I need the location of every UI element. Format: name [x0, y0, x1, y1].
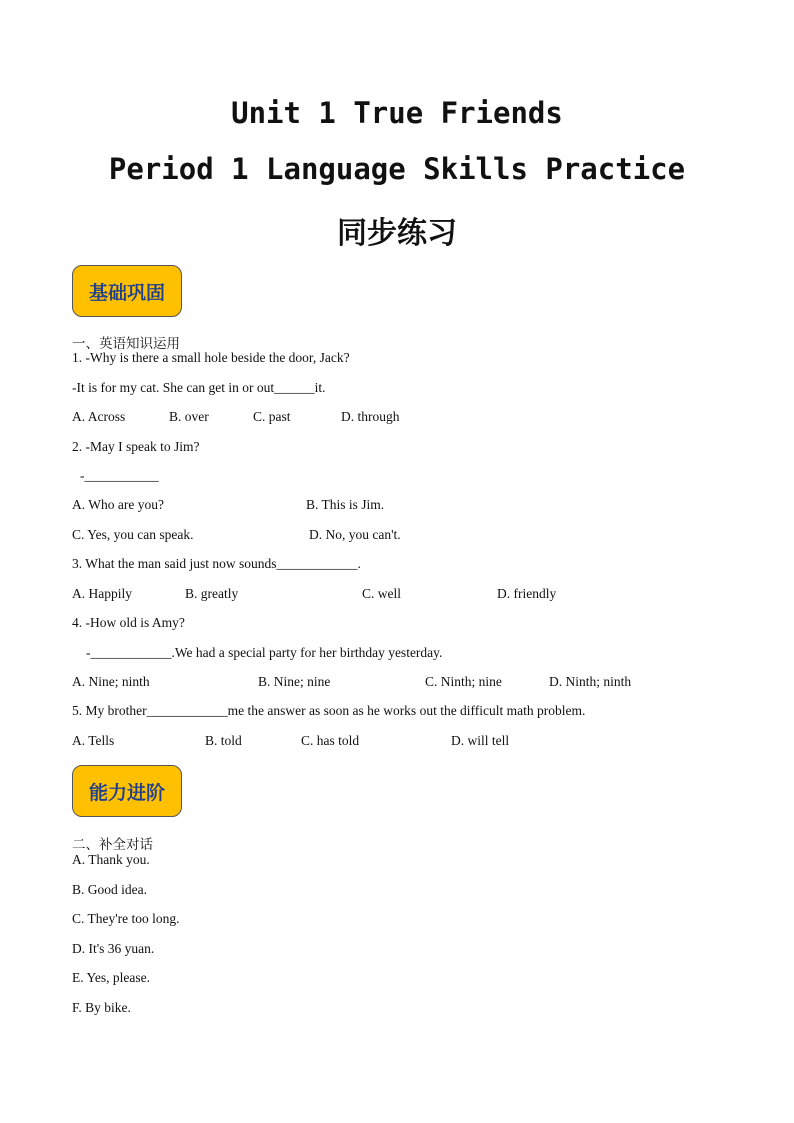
- dialog-option-b: B. Good idea.: [72, 882, 147, 897]
- q4-option-c: C. Ninth; nine: [425, 674, 502, 689]
- q5-option-c: C. has told: [301, 733, 360, 748]
- q2-option-d: D. No, you can't.: [309, 527, 401, 542]
- title-line-1: Unit 1 True Friends: [231, 96, 563, 130]
- section-badge-basic: 基础巩固: [72, 265, 182, 317]
- section-heading-1: 一、英语知识运用: [72, 336, 180, 352]
- section-heading-2: 二、补全对话: [72, 837, 153, 853]
- dialog-option-f: F. By bike.: [72, 1000, 131, 1015]
- section-badge-advanced: 能力进阶: [72, 765, 182, 817]
- q3-option-a: A. Happily: [72, 586, 132, 601]
- dialog-option-d: D. It's 36 yuan.: [72, 941, 155, 956]
- q1-option-a: A. Across: [72, 409, 126, 424]
- q3-stem: 3. What the man said just now sounds____________.: [72, 556, 361, 571]
- dialog-option-c: C. They're too long.: [72, 911, 180, 926]
- q4-option-d: D. Ninth; ninth: [549, 674, 632, 689]
- q1-stem: 1. -Why is there a small hole beside the door, Jack?: [72, 350, 350, 365]
- title-line-2: Period 1 Language Skills Practice: [108, 152, 686, 186]
- dialog-option-e: E. Yes, please.: [72, 970, 150, 985]
- dialog-option-a: A. Thank you.: [72, 852, 150, 867]
- q3-option-b: B. greatly: [185, 586, 239, 601]
- q1-option-d: D. through: [341, 409, 400, 424]
- q4-stem: 4. -How old is Amy?: [72, 615, 185, 630]
- q1-reply: -It is for my cat. She can get in or out______it.: [72, 380, 326, 395]
- q2-reply: -___________: [80, 468, 159, 483]
- q2-option-b: B. This is Jim.: [306, 497, 385, 512]
- q3-option-c: C. well: [362, 586, 401, 601]
- q5-option-b: B. told: [205, 733, 242, 748]
- q2-stem: 2. -May I speak to Jim?: [72, 439, 200, 454]
- q4-reply: -____________.We had a special party for her birthday yesterday.: [86, 645, 443, 660]
- q4-option-a: A. Nine; ninth: [72, 674, 150, 689]
- q2-option-c: C. Yes, you can speak.: [72, 527, 194, 542]
- q3-option-d: D. friendly: [497, 586, 557, 601]
- q5-option-a: A. Tells: [72, 733, 115, 748]
- q4-option-b: B. Nine; nine: [258, 674, 331, 689]
- title-chinese: 同步练习: [337, 216, 457, 251]
- q5-stem: 5. My brother____________me the answer as soon as he works out the difficult math problem.: [72, 703, 586, 718]
- q2-option-a: A. Who are you?: [72, 497, 164, 512]
- q1-option-b: B. over: [169, 409, 209, 424]
- q5-option-d: D. will tell: [451, 733, 510, 748]
- q1-option-c: C. past: [253, 409, 291, 424]
